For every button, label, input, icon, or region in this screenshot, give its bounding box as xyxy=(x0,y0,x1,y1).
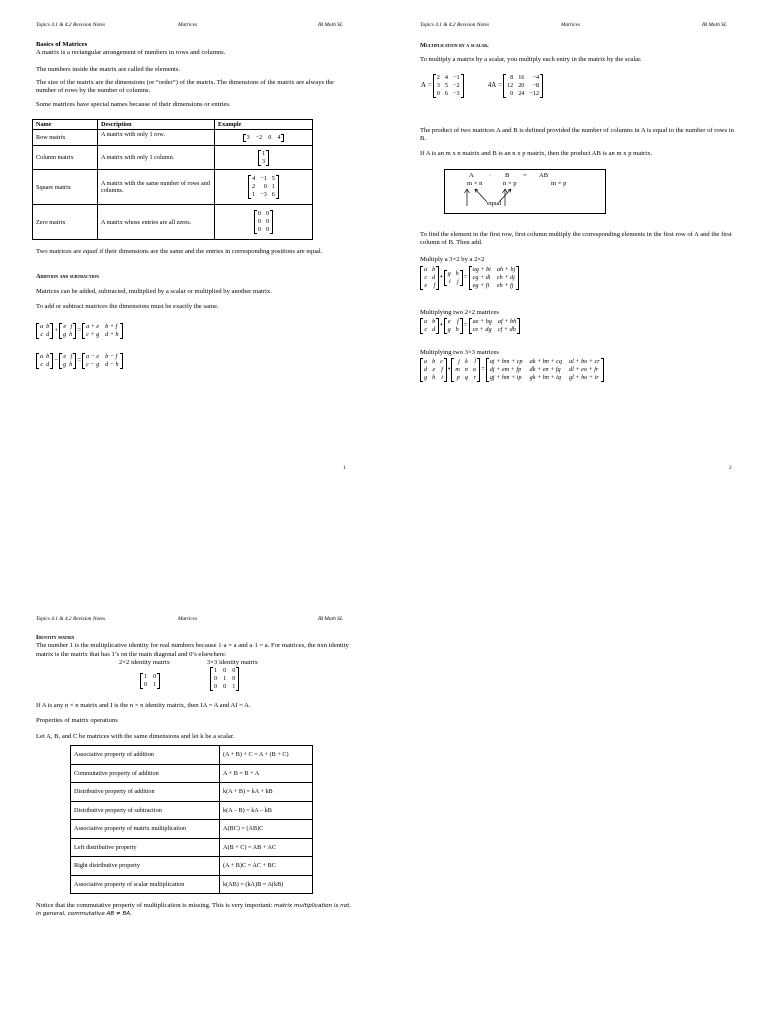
section-heading: Multiplication by a scalar. xyxy=(420,42,489,49)
scalar-example: A = 2 4 −1 3 5 −2 0 6 −3 4A = 8 16 −4 12 20 −8 0 24 −12 xyxy=(420,74,543,98)
table-row: Distributive property of addition k(A + B) = kA + kB xyxy=(71,783,313,802)
page-number: 2 xyxy=(729,465,732,471)
paragraph: Let A, B, and C be matrices with the same dimensions and let k be a scalar. xyxy=(36,732,235,740)
page-2 xyxy=(384,0,768,512)
paragraph: To multiply a matrix by a scalar, you multiply each entry in the matrix by the scalar. xyxy=(420,56,642,64)
special-matrices-table xyxy=(32,119,313,240)
page-3 xyxy=(0,512,384,1024)
example-3x2-by-2x2: Multiply a 3×2 by a 2×2 a b c d e f • g h i j = ag + bi ah + bj cg + di ch + dj eg + fi eh + fj xyxy=(420,256,519,290)
header-right: IB Math SL xyxy=(702,22,727,28)
table-row: Right distributive property (A + B)C = AC + BC xyxy=(71,857,313,876)
section-heading: Addition and subtraction xyxy=(36,273,100,280)
page-number: 1 xyxy=(343,465,346,471)
header-left: Topics 4.1 & 4.2 Revision Notes xyxy=(36,22,106,28)
paragraph: The numbers inside the matrix are called the elements. xyxy=(36,65,181,73)
paragraph: To add or subtract matrices the dimensions must be exactly the same. xyxy=(36,302,219,310)
paragraph: If A is an m x n matrix and B is an n x p matrix, then the product AB is an m x p matrix. xyxy=(420,149,653,157)
section-heading: Identity matrix xyxy=(36,634,75,641)
properties-intro xyxy=(36,702,354,741)
header-center: Matrices xyxy=(178,616,198,622)
header-left: Topics 4.1 & 4.2 Revision Notes xyxy=(420,22,490,28)
header-center: Matrices xyxy=(178,22,198,28)
paragraph: Matrices can be added, subtracted, multiplied by a scalar or multiplied by another matrix. xyxy=(36,288,272,296)
id3-label: 3×3 identity matrix xyxy=(207,659,258,666)
cell-name: Row matrix xyxy=(33,130,98,146)
paragraph: Properties of matrix operations xyxy=(36,717,118,725)
dimension-box: A · B = AB m × n n × p m × p equal xyxy=(444,169,606,214)
equal-paragraph: Two matrices are equal if their dimensions are the same and the entries in corresponding positions are equal. xyxy=(36,248,323,255)
addition-example: a b c d + e f g h = a + e b + f c + g d + h xyxy=(36,323,123,339)
page-1 xyxy=(0,0,384,512)
table-row: Distributive property of subtraction k(A – B) = kA – kB xyxy=(71,801,313,820)
page-header xyxy=(0,616,384,626)
table-header: Example xyxy=(215,120,313,130)
cell-desc: A matrix with the same number of rows and columns. xyxy=(98,170,215,205)
cell-desc: A matrix whose entries are all zeros. xyxy=(98,205,215,240)
paragraph: The number 1 is the multiplicative identity for real numbers because 1·a = a and a·1 = a. For matrices, the nxn identity matrix is the matrix that has 1’s on the main diagonal and 0’s elsewhere. xyxy=(36,642,349,658)
example-3x3-by-3x3: Multiplying two 3×3 matrices a b c d e f g h i • j k l m n o p q r = aj + bm + cp ak + bn + cq al + bo + cr dj + em + fp dk + en + fq dl + eo + fr gj + hm + ip gk + hn + iq gl + ho + ir xyxy=(420,349,604,382)
properties-table xyxy=(70,745,313,894)
page-header xyxy=(0,22,384,32)
row-matrix-example: 3 −2 0 4 xyxy=(243,134,285,142)
scalar-section xyxy=(420,42,738,65)
table-row xyxy=(33,146,313,170)
header-right: IB Math SL xyxy=(318,616,343,622)
table-row: Associative property of scalar multiplication k(AB) = (kA)B = A(kB) xyxy=(71,875,313,894)
basics-section xyxy=(36,41,354,110)
cell-name: Square matrix xyxy=(33,170,98,205)
section-title: Basics of Matrices xyxy=(36,41,88,48)
table-row: Commutative property of addition A + B = B + A xyxy=(71,764,313,783)
header-center: Matrices xyxy=(561,22,581,28)
paragraph: A matrix is a rectangular arrangement of numbers in rows and columns. xyxy=(36,49,226,57)
table-header: Description xyxy=(98,120,215,130)
table-header: Name xyxy=(33,120,98,130)
cell-name: Zero matrix xyxy=(33,205,98,240)
table-row xyxy=(33,130,313,146)
table-row xyxy=(33,205,313,240)
identity-section xyxy=(36,634,354,659)
paragraph: Some matrices have special names because of their dimensions or entries. xyxy=(36,101,231,109)
paragraph: The size of the matrix are the dimensions (or “order”) of the matrix. The dimensions of the matrix are always the number of rows by the number of columns. xyxy=(36,78,334,95)
column-matrix-example: 1 3 xyxy=(258,150,269,166)
zero-matrix-example: 0 0 0 0 0 0 xyxy=(254,210,273,234)
header-right: IB Math SL xyxy=(318,22,343,28)
cell-desc: A matrix with only 1 row. xyxy=(98,130,215,146)
cell-name: Column matrix xyxy=(33,146,98,170)
page-header xyxy=(384,22,768,32)
paragraph: To find the element in the first row, first column multiply the corresponding elements in the first row of A and the first column of B. Then add. xyxy=(420,231,732,247)
table-row xyxy=(33,170,313,205)
square-matrix-example: 4 −1 5 2 0 1 1 −3 6 xyxy=(248,175,279,199)
header-left: Topics 4.1 & 4.2 Revision Notes xyxy=(36,616,106,622)
identity-2x2: 1 0 0 1 xyxy=(140,673,160,689)
addition-section xyxy=(36,273,350,311)
commutative-note: Notice that the commutative property of multiplication is missing. This is very important: matrix multiplication is not, in general, commutative AB ≠ BA. xyxy=(36,902,352,918)
cell-desc: A matrix with only 1 column. xyxy=(98,146,215,170)
paragraph: If A is any n × n matrix and I is the n × n identity matrix, then IA = A and AI = A. xyxy=(36,702,251,709)
paragraph: The product of two matrices A and B is defined provided the number of columns in A is equal to the number of rows in B. xyxy=(420,127,734,143)
example-2x2-by-2x2: Multiplying two 2×2 matrices a b c d • e f g h = ae + bg af + bh ce + dg cf + dh xyxy=(420,309,520,334)
table-row: Associative property of addition (A + B) + C = A + (B + C) xyxy=(71,746,313,765)
subtraction-example: a b c d − e f g h = a − e b − f c − g d − h xyxy=(36,353,123,369)
id2-label: 2×2 identity matrix xyxy=(119,659,170,666)
product-section xyxy=(420,127,738,158)
identity-3x3: 1 0 0 0 1 0 0 0 1 xyxy=(210,667,239,691)
table-row: Associative property of matrix multiplication A(BC) = (AB)C xyxy=(71,820,313,839)
table-row: Left distributive property A(B + C) = AB + AC xyxy=(71,838,313,857)
